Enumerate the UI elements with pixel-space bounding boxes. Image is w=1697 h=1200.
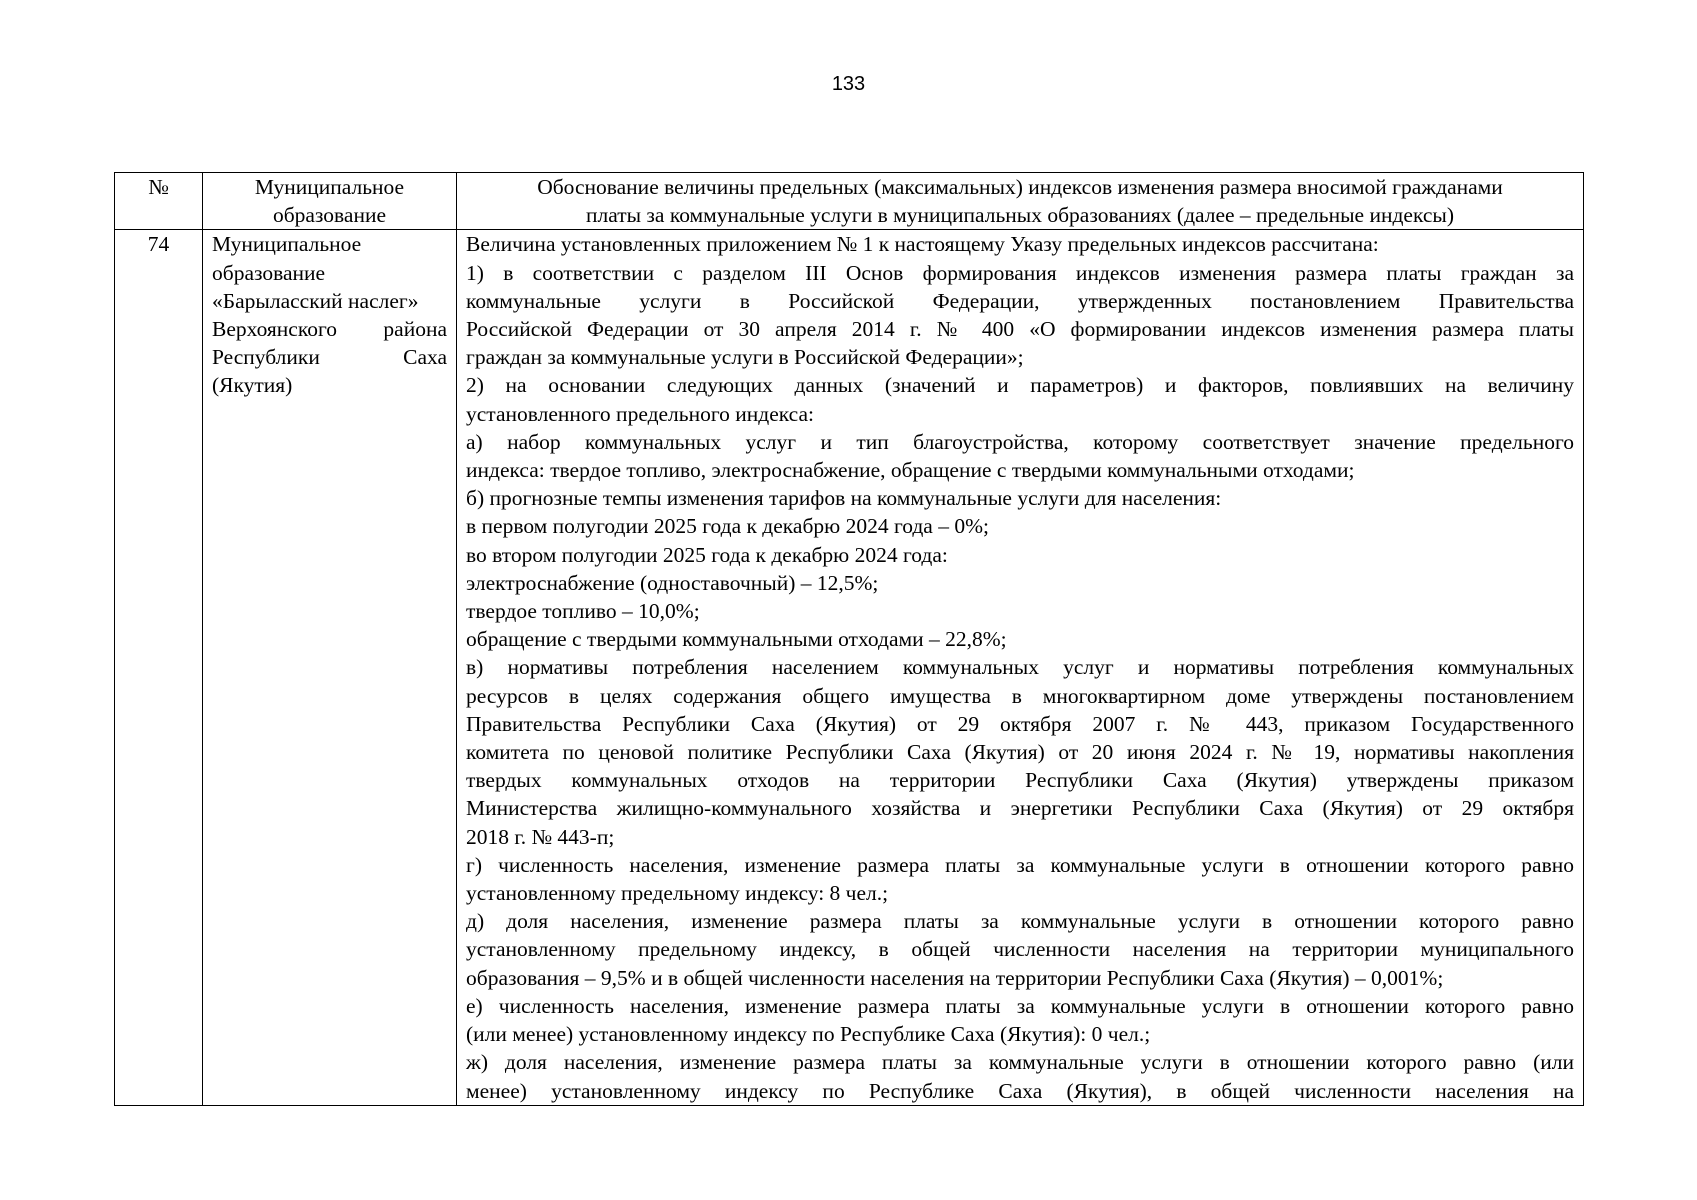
paragraph-line: (или менее) установленному индексу по Республике Саха (Якутия): 0 чел.;	[466, 1022, 1151, 1047]
paragraph	[466, 1048, 1574, 1104]
row-justification	[457, 230, 1584, 1105]
paragraph-line: Правительства Республики Саха (Якутия) от 29 октября 2007 г. № 443, приказом Государственного	[466, 711, 1574, 736]
paragraph	[466, 907, 1574, 992]
municipality-line: «Барыласский наслег»	[212, 288, 419, 313]
justification-table	[114, 172, 1584, 1106]
paragraph-line: установленного предельного индекса:	[466, 401, 814, 426]
paragraph	[466, 653, 1574, 850]
paragraph	[466, 371, 1574, 427]
paragraph-line: е) численность населения, изменение размера платы за коммунальные услуги в отношении которого равно	[466, 993, 1574, 1018]
municipality-line: образование	[212, 260, 326, 285]
paragraph	[466, 428, 1574, 484]
header-municipality-line: Муниципальное	[254, 175, 405, 199]
paragraph-line: ж) доля населения, изменение размера платы за коммунальные услуги в отношении которого равно (или	[466, 1050, 1574, 1075]
municipality-line: Муниципальное	[212, 232, 362, 257]
header-municipality	[203, 173, 457, 230]
paragraph-line: б) прогнозные темпы изменения тарифов на коммунальные услуги для населения:	[466, 486, 1222, 511]
paragraph-line: 2018 г. № 443-п;	[466, 824, 615, 849]
paragraph-line: во втором полугодии 2025 года к декабрю 2024 года:	[466, 542, 948, 567]
paragraph	[466, 625, 1574, 653]
paragraph	[466, 597, 1574, 625]
paragraph-line: электроснабжение (одноставочный) – 12,5%;	[466, 570, 879, 595]
header-justification-line: Обоснование величины предельных (максимальных) индексов изменения размера вносимой гражданами	[537, 175, 1503, 199]
paragraph-line: граждан за коммунальные услуги в Российской Федерации»;	[466, 345, 1024, 370]
header-number: №	[115, 173, 203, 230]
paragraph-line: в первом полугодии 2025 года к декабрю 2024 года – 0%;	[466, 514, 989, 539]
paragraph-line: твердых коммунальных отходов на территории Республики Саха (Якутия) утверждены приказом	[466, 768, 1574, 793]
paragraph-line: д) доля населения, изменение размера платы за коммунальные услуги в отношении которого равно	[466, 909, 1574, 934]
paragraph-line: обращение с твердыми коммунальными отходами – 22,8%;	[466, 627, 1007, 652]
row-number: 74	[115, 230, 203, 1105]
paragraph-line: установленному предельному индексу, в общей численности населения на территории муниципального	[466, 937, 1574, 962]
header-justification	[457, 173, 1584, 230]
paragraph-line: 2) на основании следующих данных (значений и параметров) и факторов, повлиявших на величину	[466, 373, 1574, 398]
paragraph-line: коммунальные услуги в Российской Федерации, утвержденных постановлением Правительства	[466, 288, 1574, 313]
page-number: 133	[831, 73, 866, 95]
paragraph-line: комитета по ценовой политике Республики Саха (Якутия) от 20 июня 2024 г. № 19, нормативы накопления	[466, 740, 1574, 765]
municipality-line: (Якутия)	[212, 373, 293, 398]
paragraph-line: 1) в соответствии с разделом III Основ формирования индексов изменения размера платы граждан за	[466, 260, 1574, 285]
paragraph-line: Величина установленных приложением № 1 к настоящему Указу предельных индексов рассчитана:	[466, 232, 1379, 257]
header-municipality-line: образование	[272, 203, 387, 228]
paragraph	[466, 259, 1574, 372]
paragraph-line: а) набор коммунальных услуг и тип благоустройства, которому соответствует значение предельного	[466, 429, 1574, 454]
paragraph-line: менее) установленному индексу по Республике Саха (Якутия), в общей численности населения на	[466, 1078, 1574, 1103]
paragraph-line: твердое топливо – 10,0%;	[466, 599, 700, 624]
table-row	[115, 230, 1584, 1105]
paragraph-line: Министерства жилищно-коммунального хозяйства и энергетики Республики Саха (Якутия) от 29 октября	[466, 796, 1574, 821]
paragraph	[466, 484, 1574, 512]
row-municipality	[203, 230, 457, 1105]
paragraph-line: индекса: твердое топливо, электроснабжение, обращение с твердыми коммунальными отходами;	[466, 458, 1355, 483]
paragraph-line: образования – 9,5% и в общей численности населения на территории Республики Саха (Якутия) – 0,001%;	[466, 965, 1444, 990]
paragraph-line: ресурсов в целях содержания общего имущества в многоквартирном доме утверждены постановлением	[466, 683, 1574, 708]
paragraph-line: установленному предельному индексу: 8 чел.;	[466, 881, 889, 906]
paragraph	[466, 992, 1574, 1048]
paragraph	[466, 569, 1574, 597]
paragraph-line: г) численность населения, изменение размера платы за коммунальные услуги в отношении которого равно	[466, 852, 1574, 877]
header-justification-line: платы за коммунальные услуги в муниципальных образованиях (далее – предельные индексы)	[586, 203, 1454, 228]
paragraph	[466, 541, 1574, 569]
paragraph	[466, 851, 1574, 907]
paragraph	[466, 512, 1574, 540]
paragraph-line: Российской Федерации от 30 апреля 2014 г. № 400 «О формировании индексов изменения размера платы	[466, 317, 1574, 342]
paragraph-line: в) нормативы потребления населением коммунальных услуг и нормативы потребления коммунальных	[466, 655, 1574, 680]
municipality-line: Республики Саха	[212, 345, 447, 370]
table-header-row	[115, 173, 1584, 230]
paragraph	[466, 230, 1574, 258]
municipality-line: Верхоянского района	[212, 317, 447, 342]
